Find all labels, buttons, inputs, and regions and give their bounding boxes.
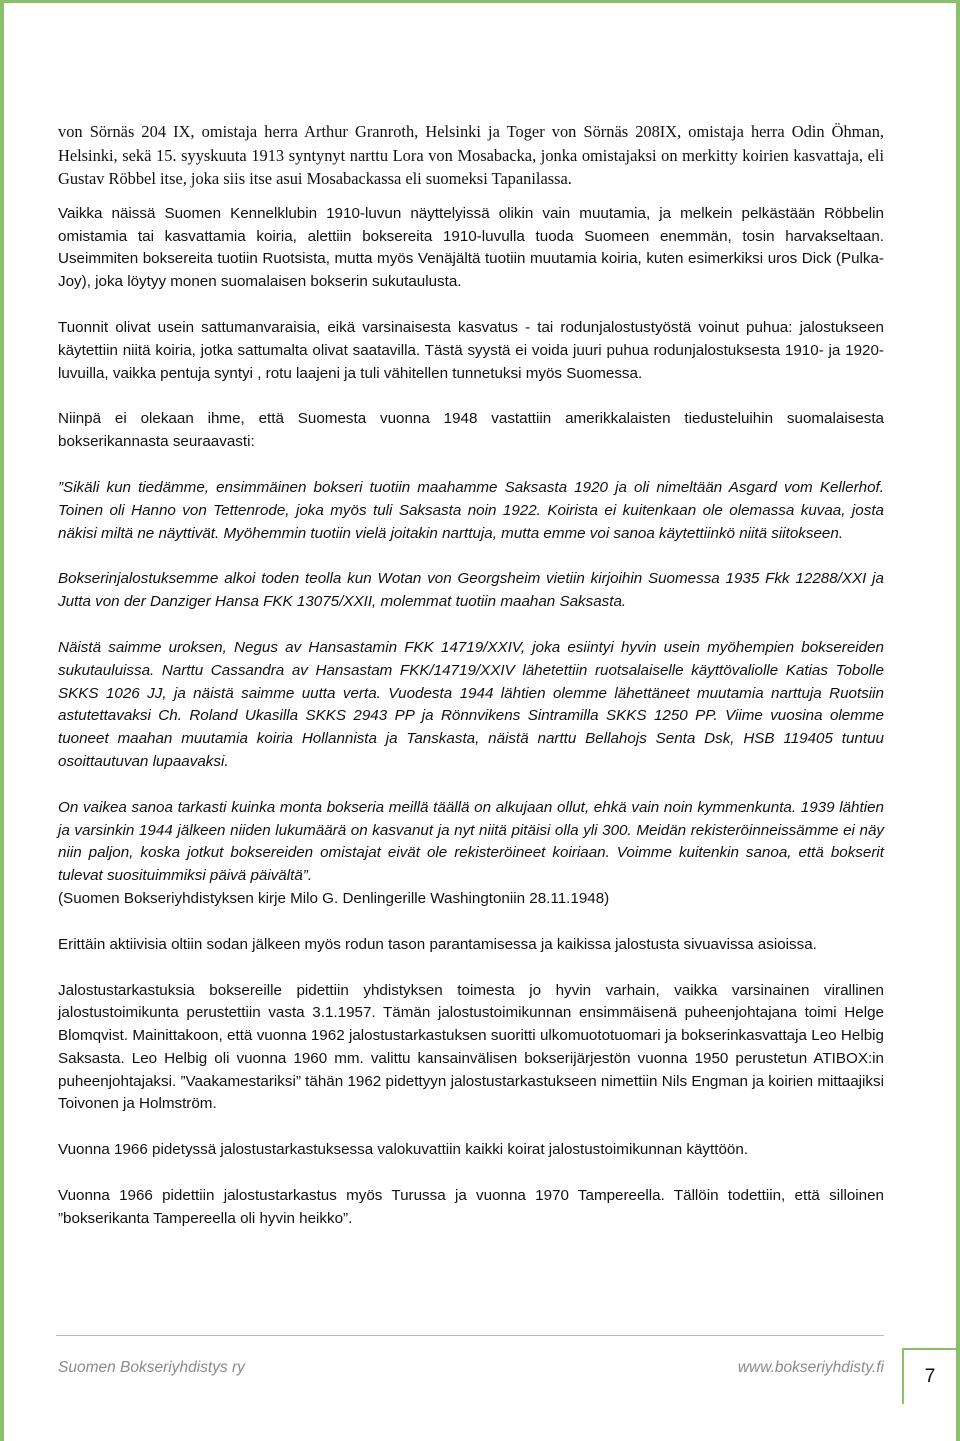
paragraph-2: Vaikka näissä Suomen Kennelklubin 1910-luvun näyttelyissä olikin vain muutamia, ja melkein pelkästään Röbbelin omistamia tai kasvattamia koiria, alettiin boksereita 1910-luvulla tuoda Suomeen enemmän, tosin harvakseltaan. Useimmiten boksereita tuotiin Ruotsista, mutta myös Venäjältä tuotiin muutamia koiria, kuten esimerkiksi uros Dick (Pulka-Joy), joka löytyy monen suomalaisen bokserin sukutaulusta. — [58, 204, 884, 291]
quote-paragraph-3: Näistä saimme uroksen, Negus av Hansastamin FKK 14719/XXIV, joka esiintyi hyvin usein myöhempien boksereiden sukutauluissa. Narttu Cassandra av Hansastam FKK/14719/XXIV lähetettiin ruotsalaiselle käyttövaliolle Katias Tobolle SKKS 1026 JJ, ja näistä saimme uutta verta. Vuodesta 1944 lähtien olemme lähettäneet muutamia narttuja Ruotsiin astutettavaksi Ch. Roland Ukasilla SKKS 2943 PP ja Rönnvikens Sintramilla SKKS 1250 PP. Viime vuosina olemme tuoneet maahan muutamia koiria Hollannista ja Tanskasta, näistä narttu Bellahojs Senta Dsk, HSB 119405 tuntuu osoittautuvan lupaavaksi. — [58, 638, 884, 770]
quote-source: (Suomen Bokseriyhdistyksen kirje Milo G. Denlingerille Washingtoniin 28.11.1948) — [58, 889, 610, 907]
paragraph-10: Erittäin aktiivisia oltiin sodan jälkeen myös rodun tason parantamisessa ja kaikissa jalostusta sivuavissa asioissa. — [58, 935, 817, 953]
paragraph-13: Vuonna 1966 pidettiin jalostustarkastus myös Turussa ja vuonna 1970 Tampereella. Tällöin todettiin, että silloinen ”bokserikanta Tampereella oli hyvin heikko”. — [58, 1187, 884, 1227]
paragraph-12: Vuonna 1966 pidetyssä jalostustarkastuksessa valokuvattiin kaikki koirat jalostustoimikunnan käyttöön. — [58, 1141, 748, 1159]
paragraph-4: Niinpä ei olekaan ihme, että Suomesta vuonna 1948 vastattiin amerikkalaisten tiedusteluihin suomalaisesta bokserikannasta seuraavasti: — [58, 410, 884, 451]
quote-paragraph-2: Bokserinjalostuksemme alkoi toden teolla kun Wotan von Georgsheim vietiin kirjoihin Suomessa 1935 Fkk 12288/XXI ja Jutta von der Danziger Hansa FKK 13075/XXII, molemmat tuotiin maahan Saksasta. — [58, 570, 884, 611]
footer-website: www.bokseriyhdisty.fi — [737, 1359, 884, 1376]
paragraph-3: Tuonnit olivat usein sattumanvaraisia, eikä varsinaisesta kasvatus - tai rodunjalostustyöstä voinut puhua: jalostukseen käytettiin niitä koiria, jotka sattumalta olivat saatavilla. Tästä syystä ei voida juuri puhua rodunjalostuksesta 1910- ja 1920-luvuilla, vaikka pentuja syntyi , rotu laajeni ja tuli vähitellen tunnetuksi myös Suomessa. — [58, 318, 884, 382]
paragraph-1: von Sörnäs 204 IX, omistaja herra Arthur Granroth, Helsinki ja Toger von Sörnäs 208IX, omistaja herra Odin Öhman, Helsinki, sekä 15. syyskuuta 1913 syntynyt narttu Lora von Mosabacka, jonka omistajaksi on merkitty koirien kasvattaja, eli Gustav Röbbel itse, joka siis itse asui Mosabackassa eli suomeksi Tapanilassa. — [58, 122, 884, 189]
footer-divider — [56, 1335, 884, 1336]
quote-paragraph-1: ”Sikäli kun tiedämme, ensimmäinen bokseri tuotiin maahamme Saksasta 1920 ja oli nimeltään Asgard vom Kellerhof. Toinen oli Hanno von Tettenrode, joka myös tuli Saksasta noin 1922. Koirista ei kuitenkaan ole olemassa kuvaa, josta näkisi miltä ne näyttivät. Myöhemmin tuotiin vielä joitakin narttuja, mutta emme voi sanoa käytettiinkö niitä siitokseen. — [58, 478, 884, 542]
quote-paragraph-4: On vaikea sanoa tarkasti kuinka monta bokseria meillä täällä on alkujaan ollut, ehkä vain noin kymmenkunta. 1939 lähtien ja varsinkin 1944 jälkeen niiden lukumäärä on kasvanut ja nyt niitä pitäisi olla yli 300. Meidän rekisteröinneissämme ei näy niin paljon, koska jotkut boksereiden omistajat eivät ole rekisteröineet koiriaan. Voimme kuitenkin sanoa, että bokserit tulevat suosituimmiksi päivä päivältä”. — [58, 798, 884, 885]
paragraph-11: Jalostustarkastuksia boksereille pidettiin yhdistyksen toimesta jo hyvin varhain, vaikka varsinainen virallinen jalostustoimikunta perustettiin vasta 3.1.1957. Tämän jalostustoimikunnan ensimmäisenä puheenjohtajana toimi Helge Blomqvist. Mainittakoon, että vuonna 1962 jalostustarkastuksen suoritti ulkomuototuomari ja bokserinkasvattaja Leo Helbig Saksasta. Leo Helbig oli vuonna 1960 mm. valittu kansainvälisen bokserijärjestön vuonna 1950 perustetun ATIBOX:in puheenjohtajaksi. ”Vaakamestariksi” tähän 1962 pidettyyn jalostustarkastukseen nimettiin Nils Engman ja koirien mittaajiksi Toivonen ja Holmström. — [58, 981, 884, 1113]
document-body — [58, 120, 884, 1254]
page-number: 7 — [902, 1348, 956, 1404]
footer-organization: Suomen Bokseriyhdistys ry — [58, 1359, 245, 1376]
